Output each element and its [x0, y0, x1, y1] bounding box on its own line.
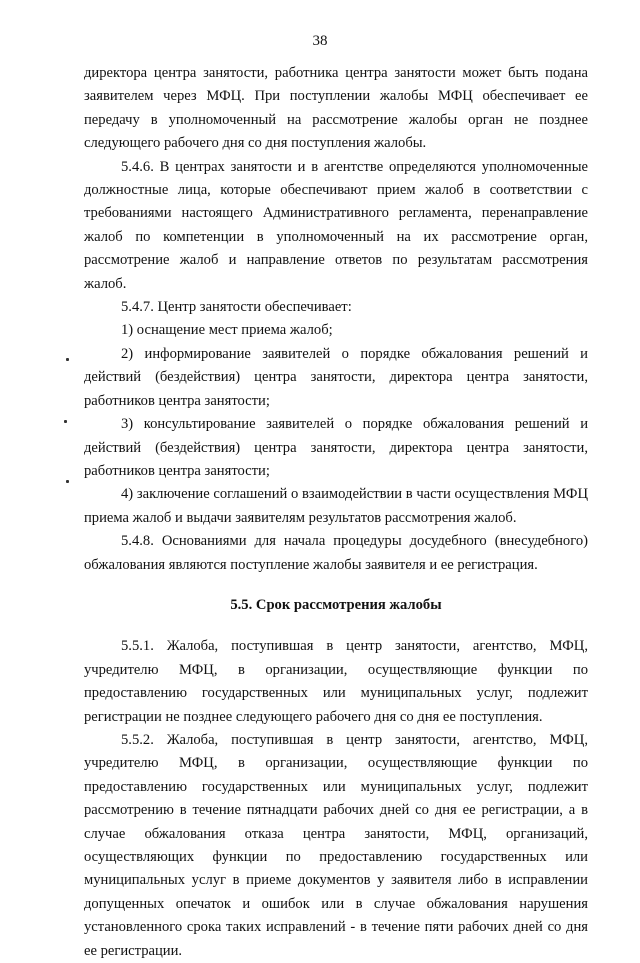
- scan-speck: [66, 480, 69, 483]
- document-body: [84, 62, 588, 963]
- scan-speck: [64, 420, 67, 423]
- body-paragraph: директора центра занятости, работника центра занятости может быть подана заявителем через МФЦ. При поступлении жалобы МФЦ обеспечивает ее передачу в уполномоченный на рассмотрение жалобы орган не позднее следующего рабочего дня со дня поступления жалобы.: [84, 65, 588, 152]
- paragraphs-before-heading: [84, 62, 588, 577]
- body-paragraph: 5.5.1. Жалоба, поступившая в центр занятости, агентство, МФЦ, учредителю МФЦ, в организации, осуществляющие функции по предоставлению государственных или муниципальных услуг, подлежит регистрации не позднее следующего рабочего дня со дня ее поступления.: [84, 638, 588, 725]
- scan-speck: [66, 358, 69, 361]
- body-paragraph: 2) информирование заявителей о порядке обжалования решений и действий (бездействия) центра занятости, директора центра занятости, работников центра занятости;: [84, 345, 588, 409]
- body-paragraph: 4) заключение соглашений о взаимодействии в части осуществления МФЦ приема жалоб и выдачи заявителям результатов рассмотрения жалоб.: [84, 486, 588, 526]
- body-paragraph: 1) оснащение мест приема жалоб;: [121, 322, 333, 339]
- body-paragraph: 5.4.6. В центрах занятости и в агентстве определяются уполномоченные должностные лица, которые обеспечивают прием жалоб в соответствии с требованиями настоящего Административного регламента, перенаправление жалоб по компетенции в уполномоченный на их рассмотрение орган, рассмотрение жалоб и направление ответов по результатам рассмотрения жалоб.: [84, 158, 588, 292]
- body-paragraph: 5.4.7. Центр занятости обеспечивает:: [121, 299, 352, 316]
- section-heading: 5.5. Срок рассмотрения жалобы: [230, 596, 442, 613]
- paragraphs-after-heading: [84, 635, 588, 963]
- body-paragraph: 5.5.2. Жалоба, поступившая в центр занятости, агентство, МФЦ, учредителю МФЦ, в организации, осуществляющие функции по предоставлению государственных или муниципальных услуг, подлежит рассмотрению в течение пятнадцати рабочих дней со дня ее регистрации, а в случае обжалования отказа центра занятости, МФЦ, организаций, осуществляющих функции по предоставлению государственных или муниципальных услуг в приеме документов у заявителя либо в исправлении допущенных опечаток и ошибок или в случае обжалования нарушения установленного срока таких исправлений - в течение пяти рабочих дней со дня ее регистрации.: [84, 731, 588, 959]
- body-paragraph: 3) консультирование заявителей о порядке обжалования решений и действий (бездействия) центра занятости, директора центра занятости, работников центра занятости;: [84, 416, 588, 479]
- body-paragraph: 5.4.8. Основаниями для начала процедуры досудебного (внесудебного) обжалования являются поступление жалобы заявителя и ее регистрация.: [84, 533, 588, 573]
- page-number: 38: [312, 33, 328, 49]
